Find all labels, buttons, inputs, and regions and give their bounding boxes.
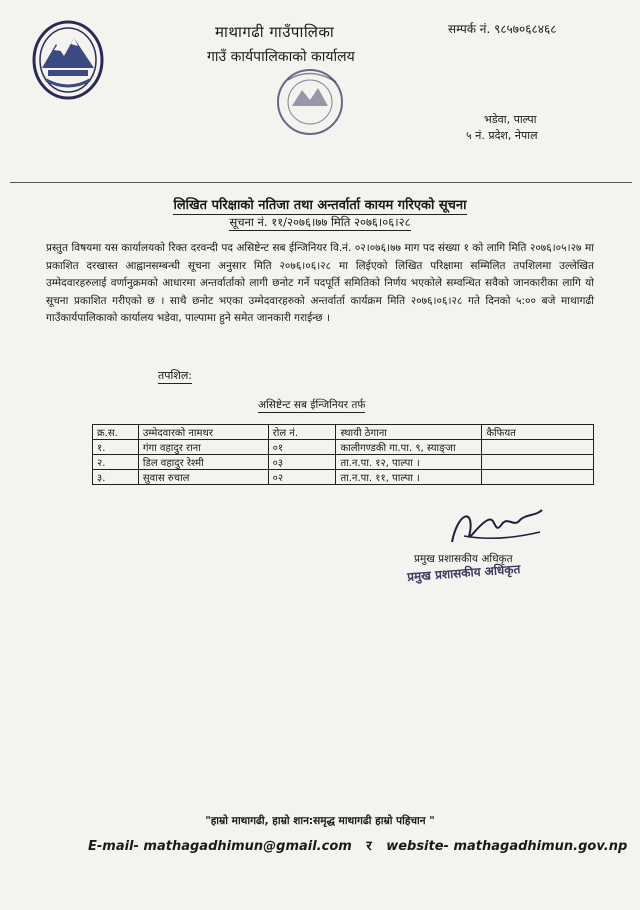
signature-icon (444, 502, 554, 552)
cell-serial: १. (93, 440, 139, 455)
header-roll: रोल नं. (268, 425, 336, 440)
cell-name: डिल वहादुर रेश्मी (138, 455, 268, 470)
cell-address: कालीगण्डकी गा.पा. ९, स्याङ्जा (336, 440, 482, 455)
address-line-1: भडेवा, पाल्पा (484, 113, 537, 126)
cell-roll: ०१ (268, 440, 336, 455)
cell-serial: २. (93, 455, 139, 470)
cell-remarks (482, 470, 594, 485)
contact-number: सम्पर्क नं. ९८५७०६८४६८ (448, 22, 557, 36)
cell-remarks (482, 440, 594, 455)
cell-address: ता.न.पा. ११, पाल्पा । (336, 470, 482, 485)
notice-reference (0, 215, 640, 230)
footer-separator: र (366, 839, 372, 854)
notice-reference-text: सूचना नं. ११/२०७६।७७ मिति २०७६।०६।२८ (229, 215, 411, 229)
cell-roll: ०३ (268, 455, 336, 470)
cell-name: गंगा वहादुर राना (138, 440, 268, 455)
table-row (93, 470, 594, 485)
candidates-table (92, 424, 594, 485)
table-caption: असिष्टेन्ट सब ईन्जिनियर तर्फ (258, 399, 366, 411)
footer-website: website- mathagadhimun.gov.np (386, 839, 628, 854)
office-subtitle: गाउँ कार्यपालिकाको कार्यालय (207, 49, 355, 65)
notice-body (46, 240, 594, 328)
header-serial: क्र.स. (93, 425, 139, 440)
cell-address: ता.न.पा. १२, पाल्पा । (336, 455, 482, 470)
footer-email: E-mail- mathagadhimun@gmail.com (88, 839, 352, 854)
notice-title (0, 195, 640, 213)
table-row (93, 440, 594, 455)
table-row (93, 455, 594, 470)
details-label: तपशिल: (158, 369, 193, 382)
signatory-title: प्रमुख प्रशासकीय अधिकृत (414, 553, 513, 565)
office-seal-icon (258, 60, 378, 140)
header-name: उम्मेदवारको नामथर (138, 425, 268, 440)
header-remarks: कैफियत (482, 425, 594, 440)
municipality-emblem-icon (28, 18, 108, 102)
header-divider (10, 182, 632, 183)
office-name: माथागढी गाउँपालिका (215, 23, 335, 41)
cell-roll: ०२ (268, 470, 336, 485)
address-line-2: ५ नं. प्रदेश, नेपाल (466, 129, 538, 142)
cell-serial: ३. (93, 470, 139, 485)
notice-title-text: लिखित परिक्षाको नतिजा तथा अन्तर्वार्ता कायम गरिएको सूचना (173, 198, 467, 213)
header-address: स्थायी ठेगाना (336, 425, 482, 440)
cell-name: सुवास रुचाल (138, 470, 268, 485)
footer-contact (88, 836, 627, 854)
cell-remarks (482, 455, 594, 470)
notice-paragraph: प्रस्तुत विषयमा यस कार्यालयको रिक्त दरवन्दी पद असिष्टेन्ट सब ईन्जिनियर वि.नं. ०२।०७६।७७ माग पद संख्या १ को लागि मिति २०७६।०५।२७ मा प्रकाशित दरखास्त आह्वानसम्बन्धी सूचना अनुसार मिति २०७६।०६।२८ मा लिईएको लिखित परिक्षामा सम्मिलित तपशिलमा उल्लेखित उम्मेदवारहरुलाई वर्णानुक्रमको आधारमा अन्तर्वार्ताको लागी छनोट गर्ने पदपूर्ति समितिको निर्णय भएकोले सम्वन्धित सवैको जानकारीका लागि यो सूचना प्रकाशित गरीएको छ । साथै छनोट भएका उम्मेदवारहरुको अन्तर्वार्ता कार्यक्रम मिति २०७६।०६।२८ गते दिनको ५:०० बजे माथागढी गाउँकार्यपालिकाको कार्यालय भडेवा, पाल्पामा हुने समेत जानकारी गराईन्छ । (46, 242, 594, 324)
footer-slogan: "हाम्रो माथागढी, हाम्रो शान:समृद्ध माथागढी हाम्रो पहिचान " (205, 815, 435, 827)
table-header-row (93, 425, 594, 440)
signatory-stamp: प्रमुख प्रशासकीय अधिकृत (406, 562, 521, 584)
